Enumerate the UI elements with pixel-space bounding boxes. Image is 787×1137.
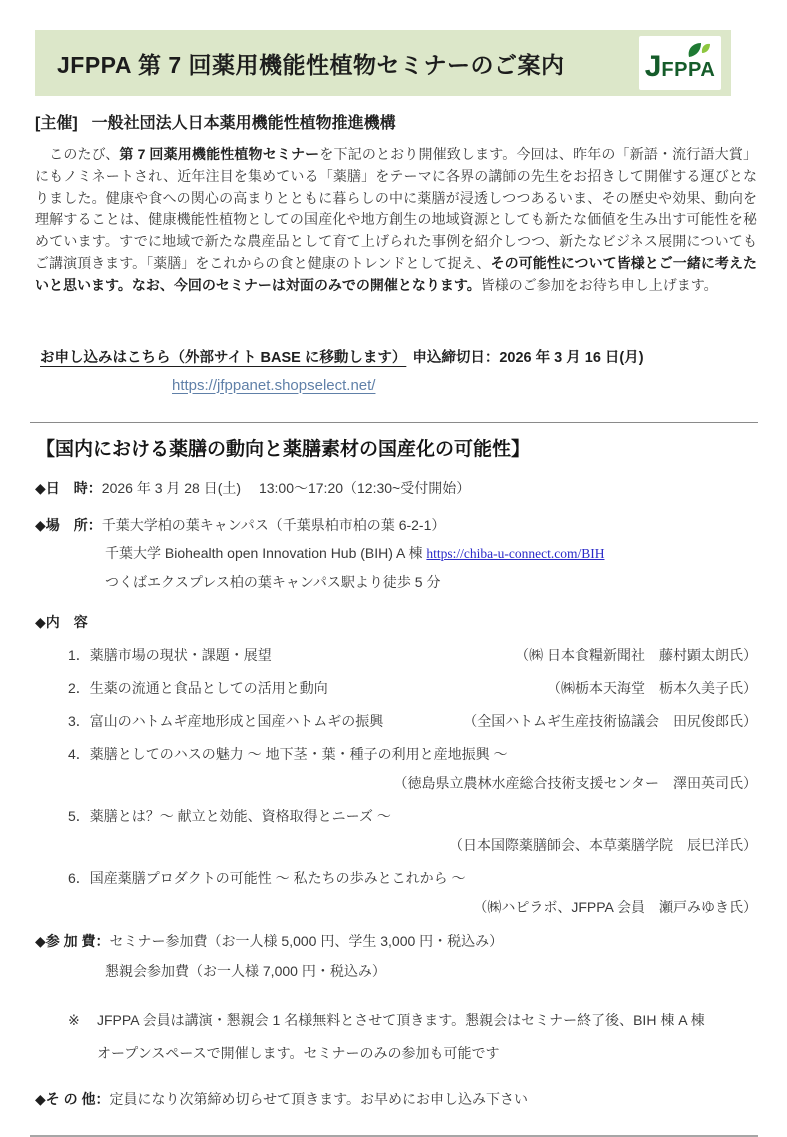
seminar-title: 【国内における薬膳の動向と薬膳素材の国産化の可能性】 <box>36 438 531 460</box>
apply-link[interactable]: お申し込みはこちら（外部サイト BASE に移動します） <box>40 349 407 366</box>
leaf-icon <box>681 41 711 59</box>
list-item <box>68 645 757 665</box>
organizer-name: 一般社団法人日本薬用機能性植物推進機構 <box>91 115 396 132</box>
list-item <box>68 744 757 793</box>
item-title: 3．富山のハトムギ産地形成と国産ハトムギの振興 <box>68 712 384 729</box>
item-speaker: （日本国際薬膳師会、本草薬膳学院 辰巳洋氏） <box>449 836 757 853</box>
shop-url-link[interactable]: https://jfppanet.shopselect.net/ <box>172 376 376 394</box>
organizer-label: [主催] <box>35 115 78 132</box>
list-item <box>68 868 757 917</box>
contents-list <box>68 645 757 917</box>
item-speaker: （徳島県立農林水産総合技術支援センター 澤田英司氏） <box>393 774 757 791</box>
datetime-value: 2026 年 3 月 28 日(土) 13:00～17:20（12:30~受付開始） <box>101 479 471 496</box>
member-note <box>68 1004 757 1070</box>
bih-link[interactable]: https://chiba-u-connect.com/BIH <box>426 545 605 561</box>
item-speaker: （㈱ハピラボ、JFPPA 会員 瀬戸みゆき氏） <box>473 898 757 915</box>
item-title: 4．薬膳としてのハスの魅力 ～ 地下茎・葉・種子の利用と産地振興 ～ <box>68 745 508 762</box>
organizer-line <box>35 110 757 133</box>
item-speaker: （全国ハトムギ生産技術協議会 田尻俊郎氏） <box>463 712 757 729</box>
other-value: 定員になり次第締め切らせて頂きます。お早めにお申し込み下さい <box>109 1090 529 1107</box>
contents-header <box>35 612 757 632</box>
place-block <box>35 511 757 596</box>
note-mark: ※ <box>68 1011 80 1028</box>
intro-text: 皆様のご参加をお待ち申し上げます。 <box>480 276 718 293</box>
section-divider-top <box>30 422 758 423</box>
note-line2: オープンスペースで開催します。セミナーのみの参加も可能です <box>97 1044 500 1061</box>
section-divider-bottom <box>30 1135 758 1137</box>
item-title: 2．生薬の流通と食品としての活用と動向 <box>68 679 328 696</box>
place-line2 <box>35 539 757 568</box>
intro-seminar-name: 第 7 回薬用機能性植物セミナー <box>119 146 320 162</box>
place-line3: つくばエクスプレス柏の葉キャンパス駅より徒歩 5 分 <box>105 573 441 590</box>
other-label: ◆そ の 他： <box>35 1090 110 1107</box>
note-text <box>97 1004 705 1070</box>
contents-label: ◆内 容 <box>35 613 88 630</box>
header-banner <box>35 30 731 96</box>
intro-paragraph <box>35 144 757 297</box>
note-line1: JFPPA 会員は講演・懇親会 1 名様無料とさせて頂きます。懇親会はセミナー終了後、BIH 棟 A 棟 <box>97 1011 705 1028</box>
other-row <box>35 1089 757 1109</box>
jfppa-logo-text: JFPPA <box>644 50 716 83</box>
apply-deadline: 申込締切日：2026 年 3 月 16 日(月) <box>412 349 644 366</box>
fee-line1 <box>35 931 757 951</box>
intro-text: このたび、 <box>35 146 120 162</box>
place-line1 <box>35 511 757 539</box>
fee-label: ◆参 加 費： <box>35 932 110 949</box>
list-item <box>68 711 757 731</box>
fee-seminar: セミナー参加費（お一人様 5,000 円、学生 3,000 円・税込み） <box>109 932 504 949</box>
place-label: ◆場 所： <box>35 516 102 533</box>
jfppa-logo <box>639 36 721 90</box>
fee-block <box>35 931 757 981</box>
intro-emphasis: その可能性について皆様とご一緒に考えたいと思います。なお、今回のセミナーは対面のみでの開催となります。 <box>35 254 757 293</box>
shop-url-line <box>172 377 787 394</box>
item-speaker: （㈱栃本天海堂 栃本久美子氏） <box>547 679 757 696</box>
list-item <box>68 806 757 855</box>
item-title: 6．国産薬膳プロダクトの可能性 ～ 私たちの歩みとこれから ～ <box>68 869 466 886</box>
intro-text: を下記のとおり開催致します。今回は、昨年の「新語・流行語大賞」にもノミネートされ、近年注目を集めている「薬膳」をテーマに各界の講師の先生をお招きして開催する運びとなりました。健康や食への関心の高まりとともに暮らしの中に薬膳が浸透しつつあるいま、その歴史や効果、動向を理解することは、健康機能性植物としての国産化や地方創生の地域資源としても新たな価値を生み出す可能性を秘めています。すでに地域で新たな農産品として育て上げられた事例を紹介しつつ、新たなビジネス展開についてもご講演頂きます。「薬膳」をこれからの食と健康のトレンドとして捉え、 <box>35 146 757 271</box>
datetime-label: ◆日 時： <box>35 479 102 496</box>
datetime-row <box>35 478 757 498</box>
item-speaker: （㈱ 日本食糧新聞社 藤村顕太朗氏） <box>515 646 757 663</box>
item-title: 1．薬膳市場の現状・課題・展望 <box>68 646 272 663</box>
place-building: 千葉大学 Biohealth open Innovation Hub (BIH) A 棟 <box>105 544 427 561</box>
page-title: JFPPA 第 7 回薬用機能性植物セミナーのご案内 <box>57 51 565 78</box>
fee-line2: 懇親会参加費（お一人様 7,000 円・税込み） <box>105 962 386 979</box>
list-item <box>68 678 757 698</box>
apply-line <box>40 346 757 367</box>
item-title: 5．薬膳とは？～ 献立と効能、資格取得とニーズ ～ <box>68 807 391 824</box>
place-campus: 千葉大学柏の葉キャンパス（千葉県柏市柏の葉 6-2-1） <box>101 516 446 533</box>
